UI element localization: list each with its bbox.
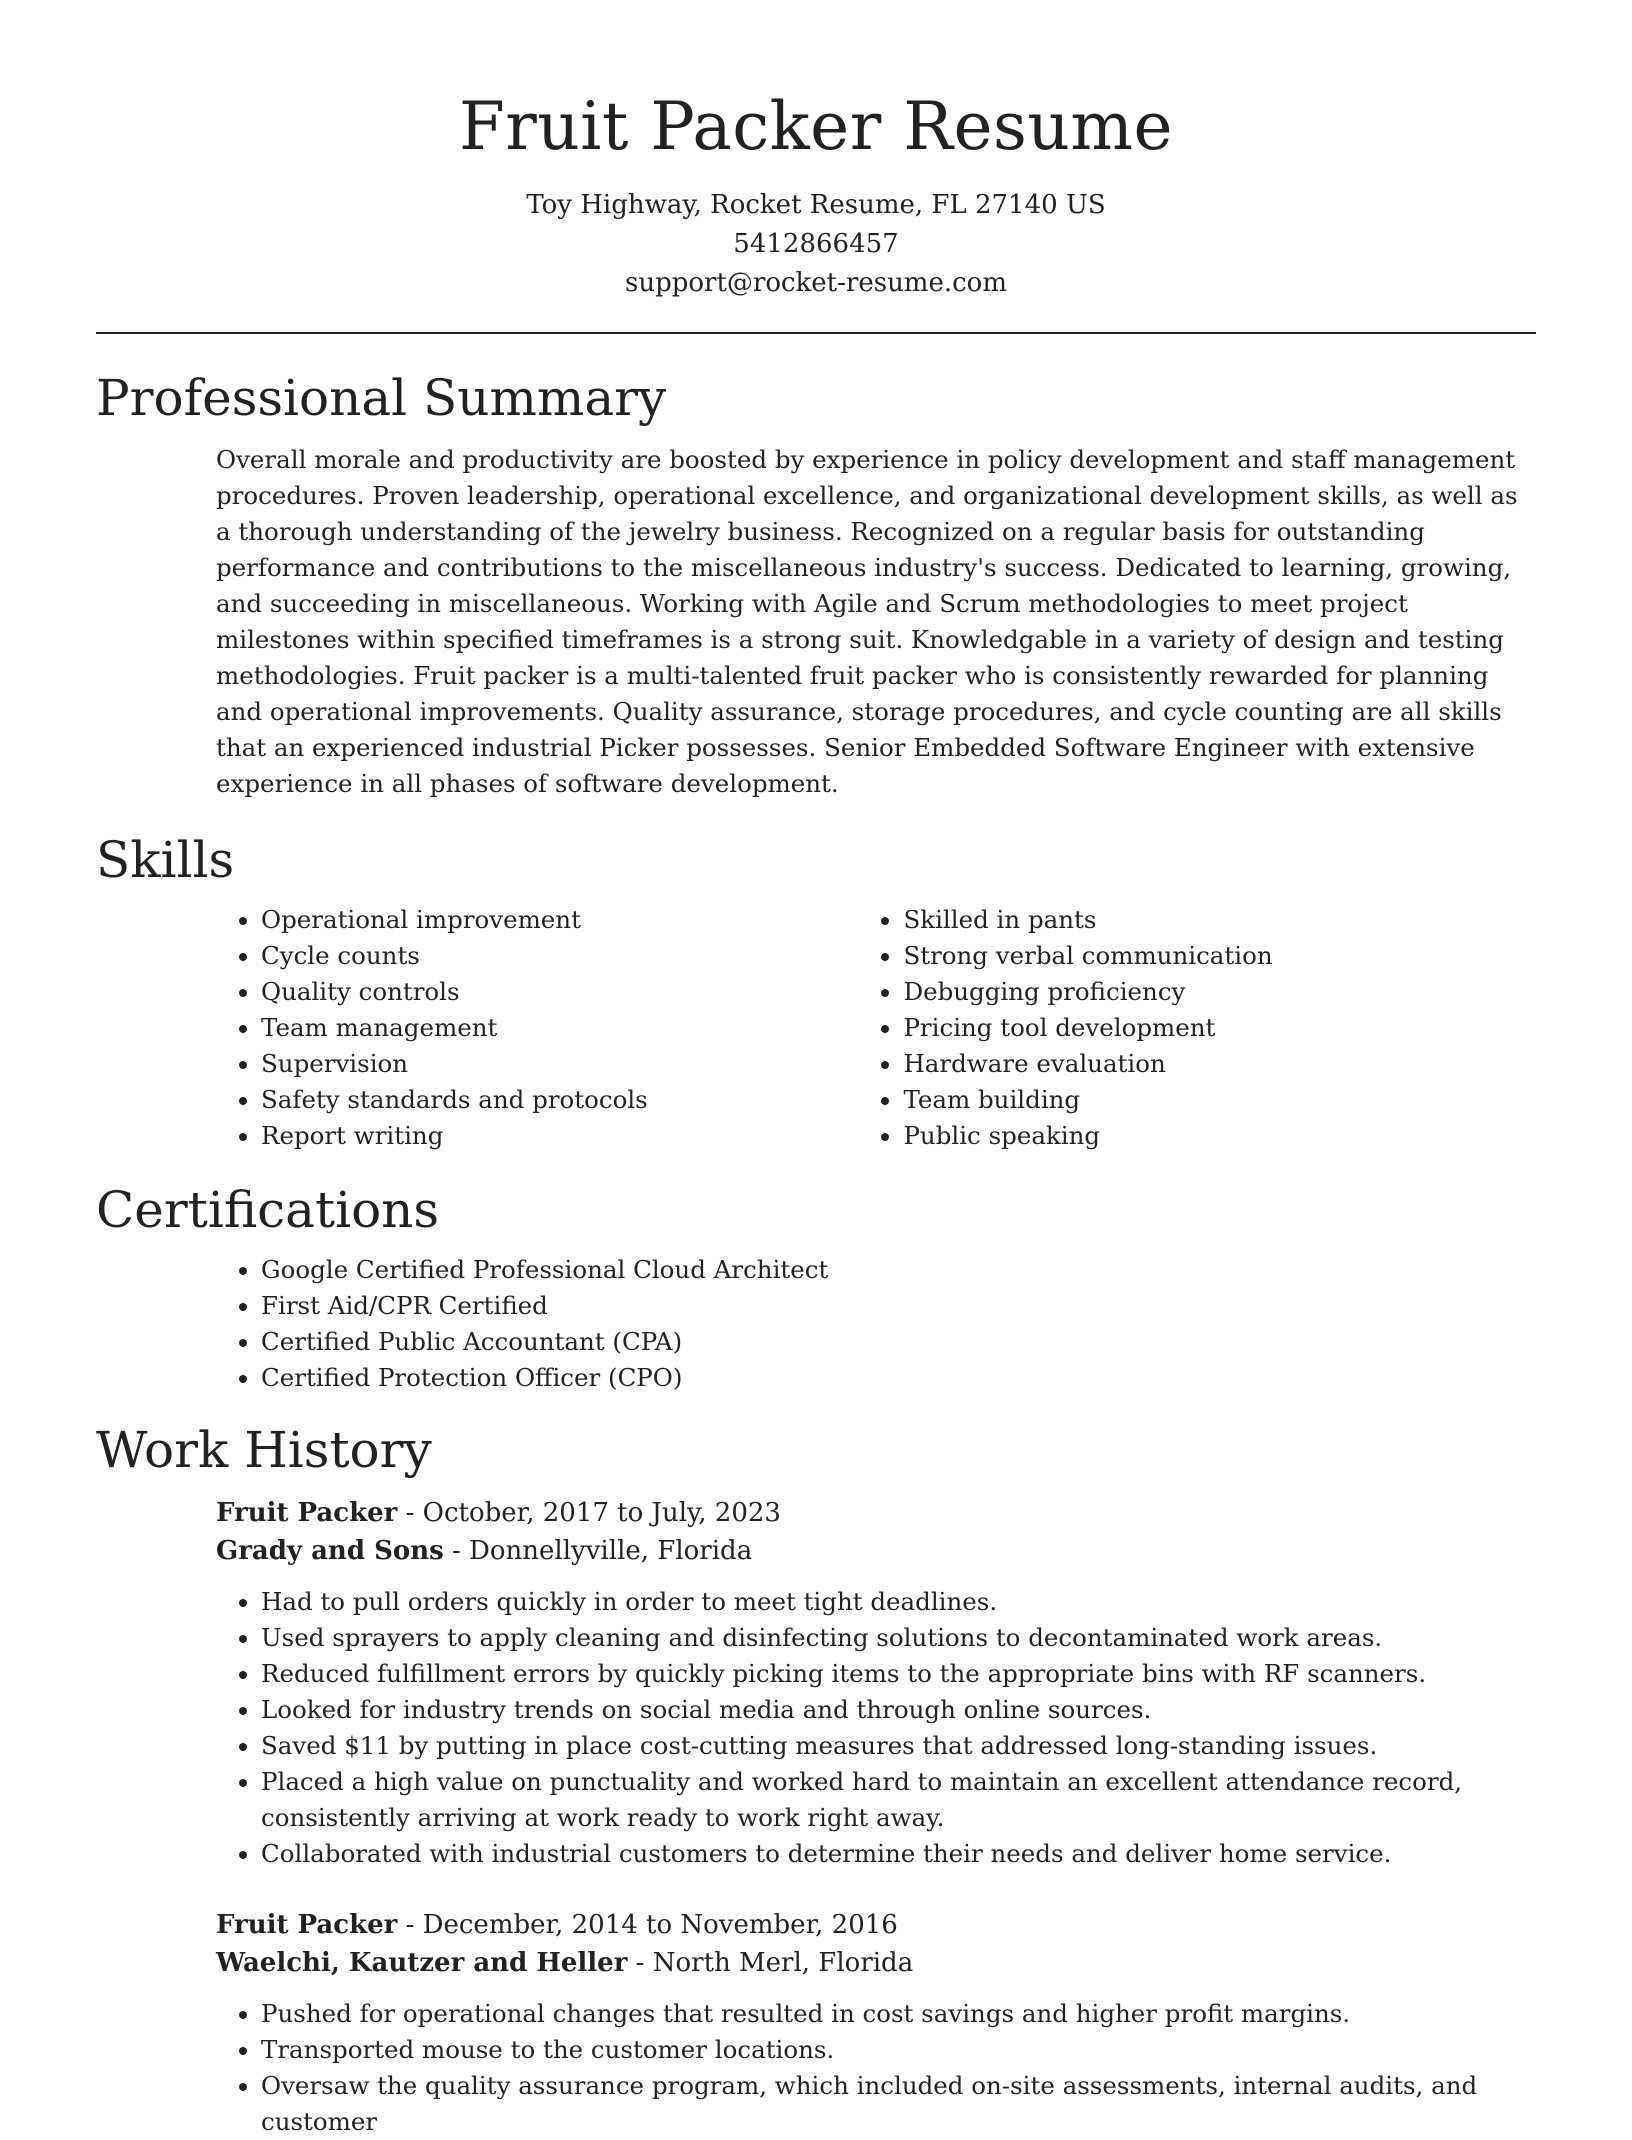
job-company: Grady and Sons bbox=[216, 1536, 444, 1566]
job-duty: • Oversaw the quality assurance program, which included on-site assessments, internal audits, and customer bbox=[261, 2068, 1536, 2140]
summary-text: Overall morale and productivity are boosted by experience in policy development and staff management procedures. Proven leadership, operational excellence, and organizational development skills, as well as a thorough understanding of the jewelry business. Recognized on a regular basis for outstanding performance and contributions to the miscellaneous industry's success. Dedicated to learning, growing, and succeeding in miscellaneous. Working with Agile and Scrum methodologies to meet project milestones within specified timeframes is a strong suit. Knowledgable in a variety of design and testing methodologies. Fruit packer is a multi-talented fruit packer who is consistently rewarded for planning and operational improvements. Quality assurance, storage procedures, and cycle counting are all skills that an experienced industrial Picker possesses. Senior Embedded Software Engineer with extensive experience in all phases of software development. bbox=[216, 445, 1518, 798]
job-duty: • Placed a high value on punctuality and worked hard to maintain an excellent attendance record, consistently arriving at work ready to work right away. bbox=[261, 1764, 1536, 1836]
job-entry bbox=[96, 1494, 1536, 1872]
phone: 5412866457 bbox=[733, 229, 899, 259]
job-duty: • Transported mouse to the customer locations. bbox=[261, 2032, 1536, 2068]
certification-item: • First Aid/CPR Certified bbox=[261, 1288, 1536, 1324]
skills-column-right bbox=[903, 902, 1536, 1154]
certification-item: • Certified Protection Officer (CPO) bbox=[261, 1360, 1536, 1396]
resume-page bbox=[96, 0, 1536, 2140]
job-company-line bbox=[216, 1944, 1536, 1982]
job-dates: - October, 2017 to July, 2023 bbox=[397, 1498, 781, 1528]
skill-item: • Quality controls bbox=[261, 974, 903, 1010]
job-duty: • Had to pull orders quickly in order to meet tight deadlines. bbox=[261, 1584, 1536, 1620]
skill-item: • Pricing tool development bbox=[903, 1010, 1536, 1046]
job-company-line bbox=[216, 1532, 1536, 1570]
address: Toy Highway, Rocket Resume, FL 27140 US bbox=[526, 190, 1106, 220]
job-duties-list bbox=[96, 1584, 1536, 1872]
work-history-heading: Work History bbox=[96, 1421, 432, 1479]
header-divider bbox=[96, 332, 1536, 334]
skill-item: • Supervision bbox=[261, 1046, 903, 1082]
certifications-heading: Certifications bbox=[96, 1181, 440, 1239]
skill-item: • Safety standards and protocols bbox=[261, 1082, 903, 1118]
skill-item: • Strong verbal communication bbox=[903, 938, 1536, 974]
skill-item: • Hardware evaluation bbox=[903, 1046, 1536, 1082]
contact-info bbox=[96, 186, 1536, 303]
job-title: Fruit Packer bbox=[216, 1910, 398, 1940]
skill-item: • Cycle counts bbox=[261, 938, 903, 974]
summary-heading: Professional Summary bbox=[96, 369, 667, 427]
certification-item: • Certified Public Accountant (CPA) bbox=[261, 1324, 1536, 1360]
job-duty: • Saved $11 by putting in place cost-cutting measures that addressed long-standing issues. bbox=[261, 1728, 1536, 1764]
job-duty: • Reduced fulfillment errors by quickly picking items to the appropriate bins with RF scanners. bbox=[261, 1656, 1536, 1692]
email: support@rocket-resume.com bbox=[624, 268, 1007, 298]
skill-item: • Public speaking bbox=[903, 1118, 1536, 1154]
job-duty: • Collaborated with industrial customers to determine their needs and deliver home service. bbox=[261, 1836, 1536, 1872]
skill-item: • Report writing bbox=[261, 1118, 903, 1154]
job-duties-list bbox=[96, 1996, 1536, 2140]
skill-item: • Team building bbox=[903, 1082, 1536, 1118]
skill-item: • Operational improvement bbox=[261, 902, 903, 938]
skills-column-left bbox=[96, 902, 903, 1154]
job-duty: • Pushed for operational changes that resulted in cost savings and higher profit margins. bbox=[261, 1996, 1536, 2032]
job-duty: • Used sprayers to apply cleaning and disinfecting solutions to decontaminated work areas. bbox=[261, 1620, 1536, 1656]
resume-title: Fruit Packer Resume bbox=[458, 88, 1174, 165]
resume-header bbox=[96, 0, 1536, 303]
job-location: - Donnellyville, Florida bbox=[443, 1536, 753, 1566]
job-company: Waelchi, Kautzer and Heller bbox=[216, 1948, 628, 1978]
job-dates: - December, 2014 to November, 2016 bbox=[397, 1910, 898, 1940]
job-entry bbox=[96, 1906, 1536, 2140]
skills-heading: Skills bbox=[96, 831, 235, 889]
job-duty: • Looked for industry trends on social media and through online sources. bbox=[261, 1692, 1536, 1728]
certifications-list bbox=[96, 1252, 1536, 1396]
job-title: Fruit Packer bbox=[216, 1498, 398, 1528]
job-location: - North Merl, Florida bbox=[627, 1948, 914, 1978]
certification-item: • Google Certified Professional Cloud Architect bbox=[261, 1252, 1536, 1288]
skill-item: • Skilled in pants bbox=[903, 902, 1536, 938]
skill-item: • Debugging proficiency bbox=[903, 974, 1536, 1010]
job-title-line bbox=[216, 1906, 1536, 1944]
job-title-line bbox=[216, 1494, 1536, 1532]
skills-list bbox=[96, 902, 1536, 1154]
skill-item: • Team management bbox=[261, 1010, 903, 1046]
